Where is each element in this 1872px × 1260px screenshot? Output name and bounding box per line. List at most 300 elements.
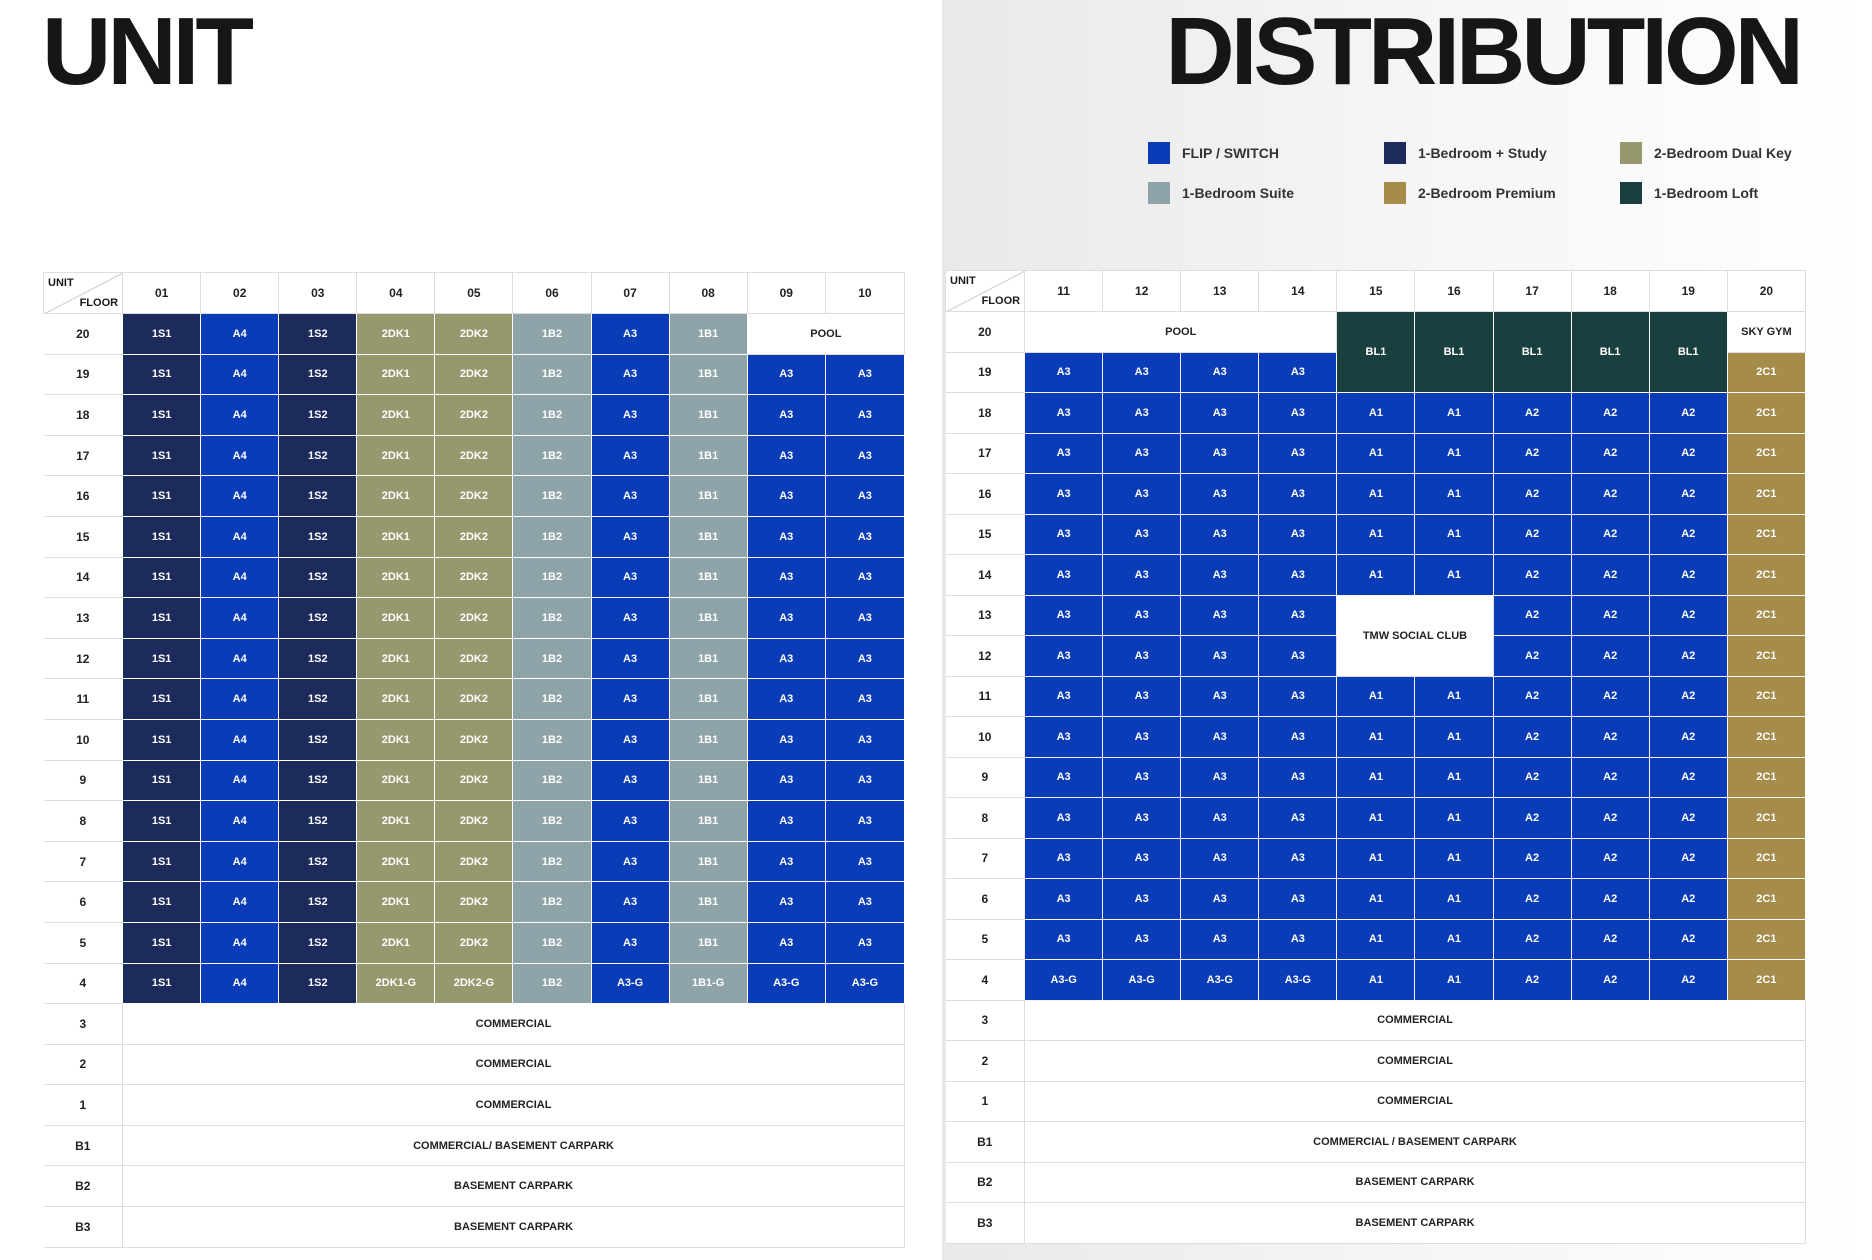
unit-cell[interactable]: A2 bbox=[1649, 798, 1727, 839]
unit-cell[interactable]: 1S1 bbox=[123, 963, 201, 1004]
unit-cell[interactable]: A2 bbox=[1649, 919, 1727, 960]
unit-cell[interactable]: 1S1 bbox=[123, 435, 201, 476]
unit-cell[interactable]: 2C1 bbox=[1727, 636, 1805, 677]
unit-cell[interactable]: A3 bbox=[591, 476, 669, 517]
unit-cell[interactable]: A3 bbox=[1181, 433, 1259, 474]
unit-cell[interactable]: A2 bbox=[1571, 919, 1649, 960]
unit-cell[interactable]: A3-G bbox=[1181, 960, 1259, 1001]
unit-cell[interactable]: 2DK1 bbox=[357, 395, 435, 436]
unit-cell[interactable]: 1B1 bbox=[669, 354, 747, 395]
unit-cell[interactable]: 1B1 bbox=[669, 435, 747, 476]
unit-cell[interactable]: 1S2 bbox=[279, 963, 357, 1004]
unit-cell[interactable]: 1S1 bbox=[123, 395, 201, 436]
unit-cell[interactable]: A3 bbox=[1259, 879, 1337, 920]
unit-cell[interactable]: A2 bbox=[1649, 676, 1727, 717]
unit-cell[interactable]: 1S1 bbox=[123, 922, 201, 963]
unit-cell[interactable]: 2DK1 bbox=[357, 882, 435, 923]
unit-cell[interactable]: 1B2 bbox=[513, 395, 591, 436]
unit-cell[interactable]: BL1 bbox=[1337, 312, 1415, 393]
unit-cell[interactable]: A3-G bbox=[1025, 960, 1103, 1001]
unit-cell[interactable]: A3 bbox=[591, 638, 669, 679]
unit-cell[interactable]: 1B1 bbox=[669, 679, 747, 720]
unit-cell[interactable]: A2 bbox=[1571, 474, 1649, 515]
unit-cell[interactable]: A3-G bbox=[591, 963, 669, 1004]
unit-cell[interactable]: 2DK2 bbox=[435, 760, 513, 801]
unit-cell[interactable]: A2 bbox=[1571, 393, 1649, 434]
unit-cell[interactable]: A3 bbox=[1025, 433, 1103, 474]
unit-cell[interactable]: A3 bbox=[825, 882, 904, 923]
unit-cell[interactable]: A3 bbox=[1025, 514, 1103, 555]
unit-cell[interactable]: A1 bbox=[1415, 960, 1493, 1001]
unit-cell[interactable]: 2C1 bbox=[1727, 879, 1805, 920]
unit-cell[interactable]: 2DK1 bbox=[357, 476, 435, 517]
unit-cell[interactable]: 1S1 bbox=[123, 760, 201, 801]
unit-cell[interactable]: A3 bbox=[1181, 798, 1259, 839]
unit-cell[interactable]: BL1 bbox=[1649, 312, 1727, 393]
unit-cell[interactable]: 1S2 bbox=[279, 476, 357, 517]
unit-cell[interactable]: A3 bbox=[1103, 474, 1181, 515]
unit-cell[interactable]: A3 bbox=[825, 435, 904, 476]
unit-cell[interactable]: A3 bbox=[747, 679, 825, 720]
unit-cell[interactable]: 2DK2 bbox=[435, 557, 513, 598]
unit-cell[interactable]: BL1 bbox=[1415, 312, 1493, 393]
unit-cell[interactable]: 1B2 bbox=[513, 963, 591, 1004]
unit-cell[interactable]: A3 bbox=[1103, 879, 1181, 920]
unit-cell[interactable]: 2C1 bbox=[1727, 838, 1805, 879]
unit-cell[interactable]: A1 bbox=[1337, 717, 1415, 758]
unit-cell[interactable]: A1 bbox=[1337, 879, 1415, 920]
unit-cell[interactable]: A3 bbox=[747, 922, 825, 963]
unit-cell[interactable]: A4 bbox=[201, 395, 279, 436]
unit-cell[interactable]: 1B2 bbox=[513, 354, 591, 395]
unit-cell[interactable]: A3 bbox=[1259, 798, 1337, 839]
unit-cell[interactable]: A1 bbox=[1337, 798, 1415, 839]
unit-cell[interactable]: A3 bbox=[591, 841, 669, 882]
unit-cell[interactable]: A3 bbox=[1025, 757, 1103, 798]
unit-cell[interactable]: A3 bbox=[825, 638, 904, 679]
unit-cell[interactable]: A3 bbox=[591, 719, 669, 760]
unit-cell[interactable]: A3 bbox=[1103, 717, 1181, 758]
unit-cell[interactable]: 1S2 bbox=[279, 638, 357, 679]
unit-cell[interactable]: A3 bbox=[747, 435, 825, 476]
unit-cell[interactable]: A3 bbox=[1259, 636, 1337, 677]
unit-cell[interactable]: A2 bbox=[1571, 798, 1649, 839]
unit-cell[interactable]: A1 bbox=[1337, 960, 1415, 1001]
unit-cell[interactable]: 1B2 bbox=[513, 679, 591, 720]
unit-cell[interactable]: A2 bbox=[1649, 717, 1727, 758]
unit-cell[interactable]: A3 bbox=[591, 882, 669, 923]
unit-cell[interactable]: A2 bbox=[1493, 433, 1571, 474]
unit-cell[interactable]: A2 bbox=[1649, 879, 1727, 920]
unit-cell[interactable]: 1B2 bbox=[513, 516, 591, 557]
unit-cell[interactable]: A2 bbox=[1571, 879, 1649, 920]
unit-cell[interactable]: A3 bbox=[1259, 393, 1337, 434]
unit-cell[interactable]: A3 bbox=[1181, 919, 1259, 960]
unit-cell[interactable]: A1 bbox=[1415, 555, 1493, 596]
unit-cell[interactable]: A3-G bbox=[1259, 960, 1337, 1001]
unit-cell[interactable]: A3 bbox=[1103, 838, 1181, 879]
unit-cell[interactable]: A1 bbox=[1337, 838, 1415, 879]
unit-cell[interactable]: A3 bbox=[1259, 676, 1337, 717]
unit-cell[interactable]: A1 bbox=[1415, 433, 1493, 474]
unit-cell[interactable]: A1 bbox=[1337, 514, 1415, 555]
unit-cell[interactable]: 2DK1 bbox=[357, 719, 435, 760]
unit-cell[interactable]: 2C1 bbox=[1727, 757, 1805, 798]
unit-cell[interactable]: A3 bbox=[1103, 352, 1181, 393]
unit-cell[interactable]: 1B1 bbox=[669, 476, 747, 517]
unit-cell[interactable]: A4 bbox=[201, 476, 279, 517]
unit-cell[interactable]: 1S2 bbox=[279, 598, 357, 639]
unit-cell[interactable]: A2 bbox=[1493, 960, 1571, 1001]
unit-cell[interactable]: A2 bbox=[1571, 433, 1649, 474]
unit-cell[interactable]: A2 bbox=[1493, 555, 1571, 596]
unit-cell[interactable]: 2DK2 bbox=[435, 922, 513, 963]
unit-cell[interactable]: A3 bbox=[1259, 555, 1337, 596]
unit-cell[interactable]: 1S2 bbox=[279, 841, 357, 882]
unit-cell[interactable]: A4 bbox=[201, 760, 279, 801]
unit-cell[interactable]: A1 bbox=[1415, 879, 1493, 920]
unit-cell[interactable]: A3 bbox=[1103, 595, 1181, 636]
unit-cell[interactable]: A3 bbox=[1259, 919, 1337, 960]
unit-cell[interactable]: A3 bbox=[1259, 352, 1337, 393]
unit-cell[interactable]: 2C1 bbox=[1727, 352, 1805, 393]
unit-cell[interactable]: 1S2 bbox=[279, 801, 357, 842]
unit-cell[interactable]: A1 bbox=[1337, 676, 1415, 717]
unit-cell[interactable]: A3 bbox=[1181, 879, 1259, 920]
unit-cell[interactable]: A3 bbox=[825, 395, 904, 436]
unit-cell[interactable]: 1B1 bbox=[669, 882, 747, 923]
unit-cell[interactable]: A1 bbox=[1415, 514, 1493, 555]
unit-cell[interactable]: A3 bbox=[1103, 514, 1181, 555]
unit-cell[interactable]: A3 bbox=[825, 922, 904, 963]
unit-cell[interactable]: A3 bbox=[825, 679, 904, 720]
unit-cell[interactable]: 2DK2 bbox=[435, 476, 513, 517]
unit-cell[interactable]: A4 bbox=[201, 922, 279, 963]
unit-cell[interactable]: A3 bbox=[825, 354, 904, 395]
unit-cell[interactable]: A3-G bbox=[1103, 960, 1181, 1001]
unit-cell[interactable]: A3-G bbox=[825, 963, 904, 1004]
unit-cell[interactable]: 2C1 bbox=[1727, 595, 1805, 636]
unit-cell[interactable]: A1 bbox=[1337, 474, 1415, 515]
unit-cell[interactable]: A3 bbox=[1181, 393, 1259, 434]
unit-cell[interactable]: A3 bbox=[1103, 433, 1181, 474]
unit-cell[interactable]: A2 bbox=[1649, 474, 1727, 515]
unit-cell[interactable]: 2C1 bbox=[1727, 798, 1805, 839]
unit-cell[interactable]: A1 bbox=[1415, 474, 1493, 515]
unit-cell[interactable]: A3 bbox=[1181, 474, 1259, 515]
unit-cell[interactable]: 1S2 bbox=[279, 719, 357, 760]
unit-cell[interactable]: A3 bbox=[591, 557, 669, 598]
unit-cell[interactable]: BL1 bbox=[1571, 312, 1649, 393]
unit-cell[interactable]: 2DK1 bbox=[357, 679, 435, 720]
unit-cell[interactable]: A4 bbox=[201, 638, 279, 679]
unit-cell[interactable]: 2DK1 bbox=[357, 801, 435, 842]
unit-cell[interactable]: A2 bbox=[1571, 717, 1649, 758]
unit-cell[interactable]: 1B2 bbox=[513, 314, 591, 355]
unit-cell[interactable]: A3 bbox=[591, 679, 669, 720]
unit-cell[interactable]: A3 bbox=[825, 719, 904, 760]
unit-cell[interactable]: A3 bbox=[1025, 838, 1103, 879]
unit-cell[interactable]: A2 bbox=[1649, 595, 1727, 636]
unit-cell[interactable]: A2 bbox=[1571, 676, 1649, 717]
unit-cell[interactable]: A4 bbox=[201, 841, 279, 882]
unit-cell[interactable]: A3 bbox=[1259, 433, 1337, 474]
unit-cell[interactable]: 2DK2 bbox=[435, 354, 513, 395]
unit-cell[interactable]: 2C1 bbox=[1727, 393, 1805, 434]
unit-cell[interactable]: 1S1 bbox=[123, 557, 201, 598]
unit-cell[interactable]: A1 bbox=[1415, 676, 1493, 717]
unit-cell[interactable]: A3 bbox=[1103, 757, 1181, 798]
unit-cell[interactable]: A3 bbox=[591, 516, 669, 557]
unit-cell[interactable]: 2DK1 bbox=[357, 598, 435, 639]
unit-cell[interactable]: 1B1 bbox=[669, 314, 747, 355]
unit-cell[interactable]: 1B2 bbox=[513, 638, 591, 679]
unit-cell[interactable]: A3 bbox=[1025, 676, 1103, 717]
unit-cell[interactable]: A3 bbox=[747, 841, 825, 882]
unit-cell[interactable]: A3 bbox=[825, 801, 904, 842]
unit-cell[interactable]: 1B2 bbox=[513, 557, 591, 598]
unit-cell[interactable]: A1 bbox=[1337, 433, 1415, 474]
unit-cell[interactable]: A3 bbox=[1259, 474, 1337, 515]
unit-cell[interactable]: A3 bbox=[1025, 636, 1103, 677]
unit-cell[interactable]: A3 bbox=[1103, 393, 1181, 434]
unit-cell[interactable]: A4 bbox=[201, 719, 279, 760]
unit-cell[interactable]: 1B2 bbox=[513, 882, 591, 923]
unit-cell[interactable]: A3 bbox=[1181, 555, 1259, 596]
unit-cell[interactable]: 1B2 bbox=[513, 841, 591, 882]
unit-cell[interactable]: A2 bbox=[1493, 757, 1571, 798]
unit-cell[interactable]: A3 bbox=[1025, 879, 1103, 920]
unit-cell[interactable]: A3 bbox=[747, 557, 825, 598]
unit-cell[interactable]: A3 bbox=[1259, 717, 1337, 758]
unit-cell[interactable]: A4 bbox=[201, 314, 279, 355]
unit-cell[interactable]: 1S2 bbox=[279, 679, 357, 720]
unit-cell[interactable]: A3 bbox=[1103, 798, 1181, 839]
unit-cell[interactable]: A4 bbox=[201, 598, 279, 639]
unit-cell[interactable]: A2 bbox=[1493, 676, 1571, 717]
unit-cell[interactable]: A2 bbox=[1571, 757, 1649, 798]
unit-cell[interactable]: 2DK1 bbox=[357, 354, 435, 395]
unit-cell[interactable]: A2 bbox=[1571, 514, 1649, 555]
unit-cell[interactable]: A1 bbox=[1415, 757, 1493, 798]
unit-cell[interactable]: 2DK2 bbox=[435, 516, 513, 557]
unit-cell[interactable]: 2DK2 bbox=[435, 395, 513, 436]
unit-cell[interactable]: A1 bbox=[1337, 757, 1415, 798]
unit-cell[interactable]: A3 bbox=[1259, 838, 1337, 879]
unit-cell[interactable]: A3 bbox=[747, 476, 825, 517]
unit-cell[interactable]: 2DK1 bbox=[357, 760, 435, 801]
unit-cell[interactable]: A2 bbox=[1649, 636, 1727, 677]
unit-cell[interactable]: 2DK1 bbox=[357, 922, 435, 963]
unit-cell[interactable]: A2 bbox=[1649, 433, 1727, 474]
unit-cell[interactable]: 1S2 bbox=[279, 516, 357, 557]
unit-cell[interactable]: 2C1 bbox=[1727, 433, 1805, 474]
unit-cell[interactable]: 2DK2 bbox=[435, 719, 513, 760]
unit-cell[interactable]: A3 bbox=[1103, 676, 1181, 717]
unit-cell[interactable]: 1S2 bbox=[279, 557, 357, 598]
unit-cell[interactable]: A3 bbox=[1025, 595, 1103, 636]
unit-cell[interactable]: 1S2 bbox=[279, 435, 357, 476]
unit-cell[interactable]: A1 bbox=[1337, 919, 1415, 960]
unit-cell[interactable]: 1S2 bbox=[279, 760, 357, 801]
unit-cell[interactable]: A3 bbox=[747, 395, 825, 436]
unit-cell[interactable]: A3 bbox=[825, 598, 904, 639]
unit-cell[interactable]: 1B1 bbox=[669, 841, 747, 882]
unit-cell[interactable]: 1S1 bbox=[123, 841, 201, 882]
unit-cell[interactable]: 1B1 bbox=[669, 516, 747, 557]
unit-cell[interactable]: A4 bbox=[201, 882, 279, 923]
unit-cell[interactable]: A3-G bbox=[747, 963, 825, 1004]
unit-cell[interactable]: A3 bbox=[825, 476, 904, 517]
unit-cell[interactable]: A4 bbox=[201, 435, 279, 476]
unit-cell[interactable]: A2 bbox=[1571, 838, 1649, 879]
unit-cell[interactable]: A3 bbox=[825, 841, 904, 882]
unit-cell[interactable]: A2 bbox=[1649, 960, 1727, 1001]
unit-cell[interactable]: 2C1 bbox=[1727, 514, 1805, 555]
unit-cell[interactable]: 1S1 bbox=[123, 516, 201, 557]
unit-cell[interactable]: A1 bbox=[1415, 393, 1493, 434]
unit-cell[interactable]: A2 bbox=[1649, 757, 1727, 798]
unit-cell[interactable]: 2DK2 bbox=[435, 638, 513, 679]
unit-cell[interactable]: 1S2 bbox=[279, 922, 357, 963]
unit-cell[interactable]: A2 bbox=[1649, 555, 1727, 596]
unit-cell[interactable]: 1S1 bbox=[123, 598, 201, 639]
unit-cell[interactable]: 2DK1 bbox=[357, 516, 435, 557]
unit-cell[interactable]: A3 bbox=[1259, 514, 1337, 555]
unit-cell[interactable]: A2 bbox=[1649, 838, 1727, 879]
unit-cell[interactable]: A2 bbox=[1493, 838, 1571, 879]
unit-cell[interactable]: 2DK1 bbox=[357, 841, 435, 882]
unit-cell[interactable]: 1S1 bbox=[123, 719, 201, 760]
unit-cell[interactable]: 1B1 bbox=[669, 801, 747, 842]
unit-cell[interactable]: A4 bbox=[201, 516, 279, 557]
unit-cell[interactable]: A4 bbox=[201, 963, 279, 1004]
unit-cell[interactable]: A2 bbox=[1571, 595, 1649, 636]
unit-cell[interactable]: A3 bbox=[591, 598, 669, 639]
unit-cell[interactable]: A3 bbox=[1259, 757, 1337, 798]
unit-cell[interactable]: A2 bbox=[1493, 717, 1571, 758]
unit-cell[interactable]: A3 bbox=[825, 557, 904, 598]
unit-cell[interactable]: 1S1 bbox=[123, 679, 201, 720]
unit-cell[interactable]: A1 bbox=[1337, 555, 1415, 596]
unit-cell[interactable]: A3 bbox=[1181, 352, 1259, 393]
unit-cell[interactable]: 2C1 bbox=[1727, 555, 1805, 596]
unit-cell[interactable]: A3 bbox=[747, 516, 825, 557]
unit-cell[interactable]: A3 bbox=[1025, 798, 1103, 839]
unit-cell[interactable]: 2DK2-G bbox=[435, 963, 513, 1004]
unit-cell[interactable]: A3 bbox=[591, 922, 669, 963]
unit-cell[interactable]: A3 bbox=[1025, 393, 1103, 434]
unit-cell[interactable]: 2DK1 bbox=[357, 638, 435, 679]
unit-cell[interactable]: A3 bbox=[747, 598, 825, 639]
unit-cell[interactable]: A2 bbox=[1493, 636, 1571, 677]
unit-cell[interactable]: A2 bbox=[1493, 879, 1571, 920]
unit-cell[interactable]: 1S2 bbox=[279, 314, 357, 355]
unit-cell[interactable]: A3 bbox=[1025, 919, 1103, 960]
unit-cell[interactable]: A2 bbox=[1571, 636, 1649, 677]
unit-cell[interactable]: 1B1 bbox=[669, 638, 747, 679]
unit-cell[interactable]: 1S1 bbox=[123, 638, 201, 679]
unit-cell[interactable]: A4 bbox=[201, 354, 279, 395]
unit-cell[interactable]: 2DK2 bbox=[435, 598, 513, 639]
unit-cell[interactable]: 2C1 bbox=[1727, 474, 1805, 515]
unit-cell[interactable]: A4 bbox=[201, 801, 279, 842]
unit-cell[interactable]: A3 bbox=[825, 760, 904, 801]
unit-cell[interactable]: A3 bbox=[747, 801, 825, 842]
unit-cell[interactable]: A3 bbox=[1181, 595, 1259, 636]
unit-cell[interactable]: A3 bbox=[1025, 474, 1103, 515]
unit-cell[interactable]: 2DK2 bbox=[435, 882, 513, 923]
unit-cell[interactable]: BL1 bbox=[1493, 312, 1571, 393]
unit-cell[interactable]: A3 bbox=[591, 314, 669, 355]
unit-cell[interactable]: 2DK1 bbox=[357, 435, 435, 476]
unit-cell[interactable]: A3 bbox=[591, 395, 669, 436]
unit-cell[interactable]: 1B2 bbox=[513, 476, 591, 517]
unit-cell[interactable]: 1S1 bbox=[123, 801, 201, 842]
unit-cell[interactable]: A1 bbox=[1415, 798, 1493, 839]
unit-cell[interactable]: 1S1 bbox=[123, 354, 201, 395]
unit-cell[interactable]: A3 bbox=[591, 435, 669, 476]
unit-cell[interactable]: A2 bbox=[1493, 474, 1571, 515]
unit-cell[interactable]: A3 bbox=[1181, 676, 1259, 717]
unit-cell[interactable]: 1B2 bbox=[513, 801, 591, 842]
unit-cell[interactable]: A4 bbox=[201, 679, 279, 720]
unit-cell[interactable]: 2C1 bbox=[1727, 717, 1805, 758]
unit-cell[interactable]: 2C1 bbox=[1727, 676, 1805, 717]
unit-cell[interactable]: 1B1 bbox=[669, 395, 747, 436]
unit-cell[interactable]: A2 bbox=[1649, 514, 1727, 555]
unit-cell[interactable]: 1B1 bbox=[669, 922, 747, 963]
unit-cell[interactable]: 1S1 bbox=[123, 882, 201, 923]
unit-cell[interactable]: A3 bbox=[747, 354, 825, 395]
unit-cell[interactable]: 1S1 bbox=[123, 476, 201, 517]
unit-cell[interactable]: 1B2 bbox=[513, 922, 591, 963]
unit-cell[interactable]: A3 bbox=[1181, 757, 1259, 798]
unit-cell[interactable]: 2DK2 bbox=[435, 314, 513, 355]
unit-cell[interactable]: A3 bbox=[747, 882, 825, 923]
unit-cell[interactable]: A3 bbox=[1025, 717, 1103, 758]
unit-cell[interactable]: 1B1 bbox=[669, 557, 747, 598]
unit-cell[interactable]: 1B1 bbox=[669, 598, 747, 639]
unit-cell[interactable]: A3 bbox=[1025, 555, 1103, 596]
unit-cell[interactable]: 1S2 bbox=[279, 882, 357, 923]
unit-cell[interactable]: A2 bbox=[1493, 393, 1571, 434]
unit-cell[interactable]: A3 bbox=[747, 719, 825, 760]
unit-cell[interactable]: A3 bbox=[1259, 595, 1337, 636]
unit-cell[interactable]: A2 bbox=[1493, 514, 1571, 555]
unit-cell[interactable]: 1B2 bbox=[513, 598, 591, 639]
unit-cell[interactable]: 2C1 bbox=[1727, 960, 1805, 1001]
unit-cell[interactable]: A3 bbox=[1025, 352, 1103, 393]
unit-cell[interactable]: A3 bbox=[1181, 717, 1259, 758]
unit-cell[interactable]: A2 bbox=[1649, 393, 1727, 434]
unit-cell[interactable]: A2 bbox=[1571, 555, 1649, 596]
unit-cell[interactable]: A3 bbox=[591, 354, 669, 395]
unit-cell[interactable]: A3 bbox=[1103, 919, 1181, 960]
unit-cell[interactable]: A3 bbox=[591, 760, 669, 801]
unit-cell[interactable]: A3 bbox=[747, 638, 825, 679]
unit-cell[interactable]: A2 bbox=[1493, 919, 1571, 960]
unit-cell[interactable]: 1S2 bbox=[279, 395, 357, 436]
unit-cell[interactable]: A2 bbox=[1493, 595, 1571, 636]
unit-cell[interactable]: A1 bbox=[1415, 919, 1493, 960]
unit-cell[interactable]: A3 bbox=[825, 516, 904, 557]
unit-cell[interactable]: 2DK2 bbox=[435, 679, 513, 720]
unit-cell[interactable]: 2DK2 bbox=[435, 435, 513, 476]
unit-cell[interactable]: A4 bbox=[201, 557, 279, 598]
unit-cell[interactable]: A2 bbox=[1571, 960, 1649, 1001]
unit-cell[interactable]: A3 bbox=[1181, 636, 1259, 677]
